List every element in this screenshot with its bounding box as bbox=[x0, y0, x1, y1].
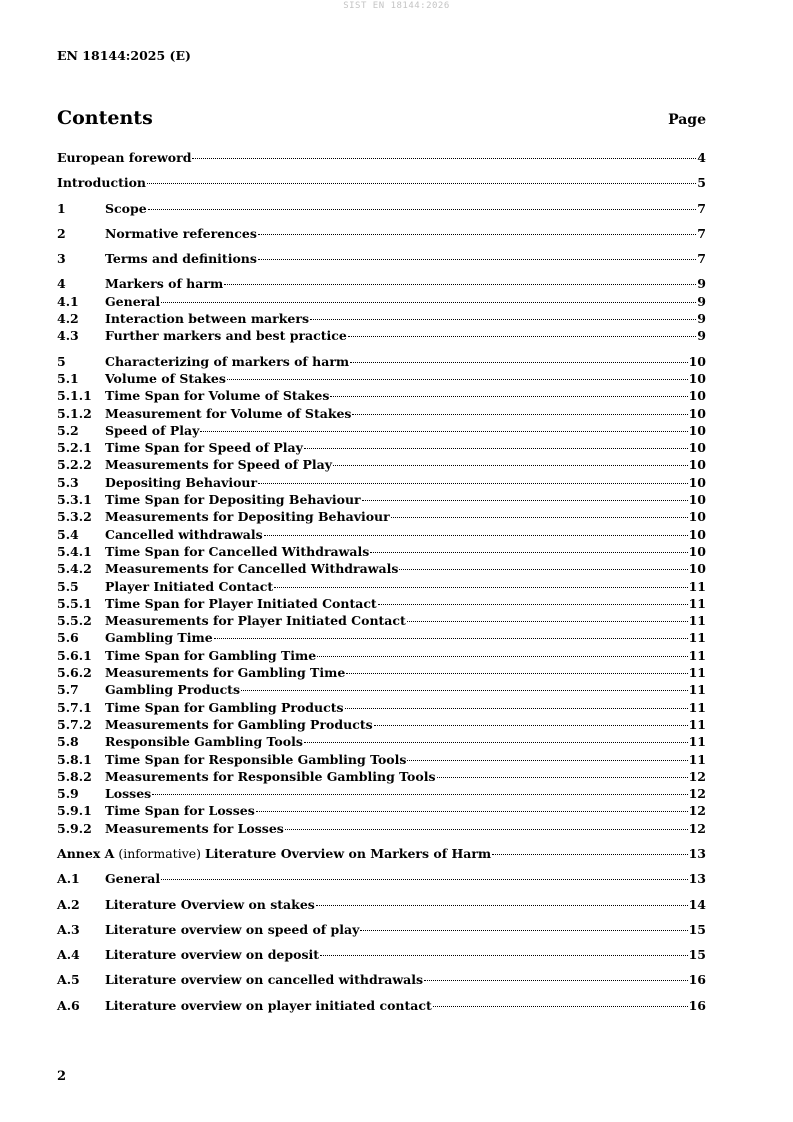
toc-entry-page: 15 bbox=[688, 947, 706, 963]
toc-entry-title: Time Span for Speed of Play bbox=[105, 440, 303, 456]
toc-entry-number: 5.1.1 bbox=[57, 388, 92, 404]
toc-entry-number: 5.1.2 bbox=[57, 405, 92, 421]
toc-entry-page: 11 bbox=[688, 734, 706, 750]
toc-entry-page: 7 bbox=[697, 251, 706, 267]
toc-entry-number: A.5 bbox=[57, 972, 80, 988]
toc-leader-dots bbox=[399, 569, 687, 570]
toc-entry-title: Time Span for Losses bbox=[105, 803, 255, 819]
toc-entry-title: Scope bbox=[105, 200, 147, 216]
toc-entry-title: Measurements for Cancelled Withdrawals bbox=[105, 561, 399, 577]
toc-leader-dots bbox=[214, 638, 688, 639]
toc-entry-page: 10 bbox=[688, 422, 706, 438]
toc-entry[interactable] bbox=[57, 294, 706, 311]
toc-leader-dots bbox=[152, 794, 687, 795]
toc-entry-page: 10 bbox=[688, 370, 706, 386]
contents-heading: Contents bbox=[57, 107, 153, 129]
toc-entry-title: Measurements for Player Initiated Contact bbox=[105, 613, 406, 629]
toc-entry[interactable] bbox=[57, 648, 706, 665]
toc-entry-page: 15 bbox=[688, 921, 706, 937]
toc-entry-title: Measurements for Losses bbox=[105, 820, 284, 836]
toc-entry[interactable] bbox=[57, 947, 706, 964]
toc-entry-number: 4.3 bbox=[57, 328, 79, 344]
toc-entry[interactable] bbox=[57, 251, 706, 268]
toc-entry-number: 5.3 bbox=[57, 474, 79, 490]
toc-entry-title: Time Span for Player Initiated Contact bbox=[105, 595, 377, 611]
toc-leader-dots bbox=[407, 621, 688, 622]
toc-entry-page: 11 bbox=[688, 595, 706, 611]
toc-entry-title: Markers of harm bbox=[105, 276, 224, 292]
toc-entry[interactable] bbox=[57, 388, 706, 405]
toc-entry-number: 5.7.1 bbox=[57, 699, 92, 715]
toc-entry-number: 5.1 bbox=[57, 370, 79, 386]
toc-entry-page: 16 bbox=[688, 972, 706, 988]
toc-entry-page: 11 bbox=[688, 578, 706, 594]
toc-leader-dots bbox=[317, 656, 687, 657]
toc-entry-page: 9 bbox=[697, 311, 706, 327]
toc-leader-dots bbox=[316, 905, 688, 906]
toc-entry-page: 13 bbox=[688, 845, 706, 861]
toc-entry-title: Interaction between markers bbox=[105, 311, 309, 327]
toc-leader-dots bbox=[264, 535, 688, 536]
toc-entry-number: 5 bbox=[57, 353, 66, 369]
toc-entry[interactable] bbox=[57, 700, 706, 717]
toc-entry[interactable] bbox=[57, 821, 706, 838]
toc-entry-page: 12 bbox=[688, 820, 706, 836]
toc-entry-number: A.3 bbox=[57, 921, 80, 937]
toc-entry[interactable] bbox=[57, 972, 706, 989]
toc-entry[interactable] bbox=[57, 682, 706, 699]
toc-entry-page: 10 bbox=[688, 405, 706, 421]
toc-entry-page: 10 bbox=[688, 543, 706, 559]
toc-entry[interactable] bbox=[57, 561, 706, 578]
toc-entry-number: A.6 bbox=[57, 997, 80, 1013]
toc-leader-dots bbox=[285, 829, 688, 830]
toc-entry[interactable] bbox=[57, 846, 706, 863]
toc-entry-title: Measurements for Gambling Products bbox=[105, 716, 373, 732]
toc-leader-dots bbox=[161, 879, 687, 880]
toc-entry-number: 5.7 bbox=[57, 682, 79, 698]
toc-entry[interactable] bbox=[57, 613, 706, 630]
toc-leader-dots bbox=[258, 259, 696, 260]
toc-leader-dots bbox=[348, 336, 696, 337]
toc-leader-dots bbox=[407, 760, 687, 761]
toc-entry-page: 11 bbox=[688, 613, 706, 629]
toc-leader-dots bbox=[391, 517, 688, 518]
toc-leader-dots bbox=[374, 725, 688, 726]
toc-entry-page: 12 bbox=[688, 786, 706, 802]
toc-entry-number: 3 bbox=[57, 251, 66, 267]
toc-entry-title: Volume of Stakes bbox=[105, 370, 226, 386]
toc-entry[interactable] bbox=[57, 596, 706, 613]
toc-entry-page: 12 bbox=[688, 803, 706, 819]
toc-entry-number: 5.2 bbox=[57, 422, 79, 438]
toc-entry-title: Measurements for Responsible Gambling Tools bbox=[105, 768, 436, 784]
toc-leader-dots bbox=[370, 552, 687, 553]
toc-entry-page: 10 bbox=[688, 474, 706, 490]
toc-entry-title: Cancelled withdrawals bbox=[105, 526, 263, 542]
toc-entry-title: Responsible Gambling Tools bbox=[105, 734, 303, 750]
toc-entry-page: 10 bbox=[688, 509, 706, 525]
toc-entry-number: 4.1 bbox=[57, 293, 79, 309]
toc-leader-dots bbox=[304, 448, 688, 449]
toc-entry-title: Time Span for Volume of Stakes bbox=[105, 388, 330, 404]
page-column-label: Page bbox=[668, 112, 706, 128]
toc-entry-page: 11 bbox=[688, 630, 706, 646]
toc-entry-title: Time Span for Depositing Behaviour bbox=[105, 492, 361, 508]
table-of-contents bbox=[57, 150, 706, 1015]
toc-entry-page: 10 bbox=[688, 457, 706, 473]
toc-leader-dots bbox=[350, 362, 687, 363]
toc-entry-number: 5.7.2 bbox=[57, 716, 92, 732]
toc-entry-number: 5.4.2 bbox=[57, 561, 92, 577]
toc-entry[interactable] bbox=[57, 201, 706, 218]
toc-leader-dots bbox=[333, 465, 688, 466]
toc-entry-number: 5.3.2 bbox=[57, 509, 92, 525]
toc-entry-number: 4 bbox=[57, 276, 66, 292]
toc-entry-title: Measurement for Volume of Stakes bbox=[105, 405, 352, 421]
page-number: 2 bbox=[57, 1069, 67, 1084]
toc-entry-title: Measurements for Speed of Play bbox=[105, 457, 332, 473]
toc-entry-title: Measurements for Depositing Behaviour bbox=[105, 509, 390, 525]
toc-annex-info: (informative) bbox=[114, 845, 206, 861]
toc-entry-title: General bbox=[105, 871, 161, 887]
toc-leader-dots bbox=[345, 708, 688, 709]
toc-entry-page: 9 bbox=[697, 328, 706, 344]
toc-entry-title: Characterizing of markers of harm bbox=[105, 353, 350, 369]
toc-entry-page: 11 bbox=[688, 665, 706, 681]
toc-entry-title: Time Span for Responsible Gambling Tools bbox=[105, 751, 407, 767]
toc-entry-title: Time Span for Cancelled Withdrawals bbox=[105, 543, 370, 559]
toc-entry[interactable] bbox=[57, 998, 706, 1015]
toc-entry[interactable] bbox=[57, 509, 706, 526]
toc-entry-number: 5.6.2 bbox=[57, 665, 92, 681]
toc-entry-page: 10 bbox=[688, 440, 706, 456]
toc-entry[interactable] bbox=[57, 150, 706, 167]
toc-entry-page: 10 bbox=[688, 388, 706, 404]
toc-entry-title: Losses bbox=[105, 786, 152, 802]
toc-leader-dots bbox=[258, 234, 696, 235]
toc-entry[interactable] bbox=[57, 544, 706, 561]
toc-leader-dots bbox=[274, 587, 687, 588]
toc-leader-dots bbox=[352, 414, 687, 415]
document-id: EN 18144:2025 (E) bbox=[57, 48, 191, 63]
toc-entry-page: 16 bbox=[688, 997, 706, 1013]
toc-entry-title: Time Span for Gambling Products bbox=[105, 699, 344, 715]
toc-entry-title: Literature Overview on Markers of Harm bbox=[205, 845, 492, 861]
toc-entry-title: Gambling Products bbox=[105, 682, 240, 698]
toc-leader-dots bbox=[256, 811, 688, 812]
toc-entry[interactable] bbox=[57, 752, 706, 769]
toc-entry[interactable] bbox=[57, 871, 706, 888]
toc-entry[interactable] bbox=[57, 897, 706, 914]
toc-entry[interactable] bbox=[57, 423, 706, 440]
toc-leader-dots bbox=[310, 319, 696, 320]
toc-entry-number: 5.8.1 bbox=[57, 751, 92, 767]
toc-leader-dots bbox=[227, 379, 688, 380]
toc-entry[interactable] bbox=[57, 492, 706, 509]
toc-entry-number: 5.5 bbox=[57, 578, 79, 594]
toc-leader-dots bbox=[492, 854, 687, 855]
toc-entry-number: A.1 bbox=[57, 871, 80, 887]
toc-entry-number: 5.5.2 bbox=[57, 613, 92, 629]
toc-entry-page: 10 bbox=[688, 561, 706, 577]
toc-leader-dots bbox=[147, 183, 696, 184]
toc-entry-page: 10 bbox=[688, 353, 706, 369]
toc-entry-page: 11 bbox=[688, 682, 706, 698]
toc-entry-number: 2 bbox=[57, 225, 66, 241]
toc-leader-dots bbox=[161, 302, 696, 303]
toc-entry-title: Literature overview on cancelled withdrawals bbox=[105, 972, 424, 988]
toc-entry[interactable] bbox=[57, 475, 706, 492]
toc-entry[interactable] bbox=[57, 328, 706, 345]
toc-entry-title: Normative references bbox=[105, 225, 257, 241]
toc-entry-title: Introduction bbox=[57, 175, 147, 191]
toc-entry[interactable] bbox=[57, 665, 706, 682]
toc-leader-dots bbox=[224, 284, 696, 285]
toc-entry[interactable] bbox=[57, 175, 706, 192]
toc-entry[interactable] bbox=[57, 276, 706, 293]
toc-entry-page: 11 bbox=[688, 647, 706, 663]
toc-entry[interactable] bbox=[57, 371, 706, 388]
toc-entry[interactable] bbox=[57, 769, 706, 786]
toc-entry[interactable] bbox=[57, 457, 706, 474]
toc-entry-page: 10 bbox=[688, 526, 706, 542]
toc-entry[interactable] bbox=[57, 527, 706, 544]
toc-entry-title: Depositing Behaviour bbox=[105, 474, 258, 490]
toc-entry-title: Speed of Play bbox=[105, 422, 200, 438]
toc-entry-page: 9 bbox=[697, 293, 706, 309]
toc-entry-title: Literature overview on player initiated contact bbox=[105, 997, 432, 1013]
toc-entry-number: 5.8.2 bbox=[57, 768, 92, 784]
watermark: SIST EN 18144:2026 bbox=[343, 1, 450, 11]
toc-entry-number: 5.6 bbox=[57, 630, 79, 646]
toc-entry[interactable] bbox=[57, 803, 706, 820]
toc-entry-page: 11 bbox=[688, 699, 706, 715]
toc-leader-dots bbox=[304, 742, 688, 743]
toc-leader-dots bbox=[320, 955, 688, 956]
toc-entry-number: 5.5.1 bbox=[57, 595, 92, 611]
toc-entry-title: European foreword bbox=[57, 150, 192, 165]
toc-leader-dots bbox=[424, 980, 688, 981]
toc-entry-number: 5.9.1 bbox=[57, 803, 92, 819]
toc-leader-dots bbox=[148, 209, 697, 210]
toc-entry-page: 4 bbox=[697, 150, 706, 165]
toc-entry-page: 11 bbox=[688, 716, 706, 732]
toc-leader-dots bbox=[378, 604, 688, 605]
toc-entry-page: 7 bbox=[697, 225, 706, 241]
toc-entry[interactable] bbox=[57, 734, 706, 751]
toc-leader-dots bbox=[258, 483, 688, 484]
toc-entry-title: Gambling Time bbox=[105, 630, 213, 646]
toc-entry-number: 5.8 bbox=[57, 734, 79, 750]
toc-entry-number: 1 bbox=[57, 200, 66, 216]
toc-entry-page: 12 bbox=[688, 768, 706, 784]
toc-entry-number: 5.3.1 bbox=[57, 492, 92, 508]
toc-entry-title: General bbox=[105, 293, 161, 309]
toc-entry-number: 5.2.1 bbox=[57, 440, 92, 456]
toc-entry-number: A.4 bbox=[57, 947, 80, 963]
toc-entry-page: 5 bbox=[697, 175, 706, 191]
toc-entry-number: 5.6.1 bbox=[57, 647, 92, 663]
toc-leader-dots bbox=[437, 777, 688, 778]
toc-entry-title: Literature overview on deposit bbox=[105, 947, 320, 963]
toc-entry-page: 13 bbox=[688, 871, 706, 887]
toc-entry-title: Terms and definitions bbox=[105, 251, 257, 267]
toc-leader-dots bbox=[241, 690, 688, 691]
toc-entry-page: 7 bbox=[697, 200, 706, 216]
toc-entry[interactable] bbox=[57, 717, 706, 734]
toc-entry-number: 5.4 bbox=[57, 526, 79, 542]
toc-entry-number: A.2 bbox=[57, 896, 80, 912]
toc-entry[interactable] bbox=[57, 440, 706, 457]
toc-entry-title: Literature Overview on stakes bbox=[105, 896, 315, 912]
toc-entry[interactable] bbox=[57, 354, 706, 371]
toc-entry-number: 5.2.2 bbox=[57, 457, 92, 473]
toc-entry-title: Time Span for Gambling Time bbox=[105, 647, 317, 663]
toc-entry-title: Player Initiated Contact bbox=[105, 578, 274, 594]
toc-leader-dots bbox=[360, 930, 687, 931]
toc-entry-title: Further markers and best practice bbox=[105, 328, 347, 344]
toc-entry-number: 5.4.1 bbox=[57, 543, 92, 559]
toc-entry[interactable] bbox=[57, 630, 706, 647]
toc-entry[interactable] bbox=[57, 922, 706, 939]
toc-entry-number: 5.9 bbox=[57, 786, 79, 802]
toc-entry[interactable] bbox=[57, 226, 706, 243]
toc-entry[interactable] bbox=[57, 579, 706, 596]
toc-leader-dots bbox=[362, 500, 688, 501]
toc-entry-number: Annex A bbox=[57, 845, 115, 861]
toc-entry-title: Measurements for Gambling Time bbox=[105, 665, 346, 681]
toc-entry-number: 5.9.2 bbox=[57, 820, 92, 836]
toc-entry[interactable] bbox=[57, 406, 706, 423]
toc-entry[interactable] bbox=[57, 786, 706, 803]
toc-entry-page: 9 bbox=[697, 276, 706, 292]
toc-leader-dots bbox=[346, 673, 687, 674]
toc-entry-page: 11 bbox=[688, 751, 706, 767]
toc-entry-page: 14 bbox=[688, 896, 706, 912]
toc-leader-dots bbox=[192, 158, 696, 159]
toc-entry-page: 10 bbox=[688, 492, 706, 508]
toc-leader-dots bbox=[200, 431, 687, 432]
toc-entry[interactable] bbox=[57, 311, 706, 328]
toc-leader-dots bbox=[433, 1006, 688, 1007]
toc-leader-dots bbox=[330, 396, 687, 397]
toc-entry-title: Literature overview on speed of play bbox=[105, 921, 360, 937]
toc-entry-number: 4.2 bbox=[57, 311, 79, 327]
